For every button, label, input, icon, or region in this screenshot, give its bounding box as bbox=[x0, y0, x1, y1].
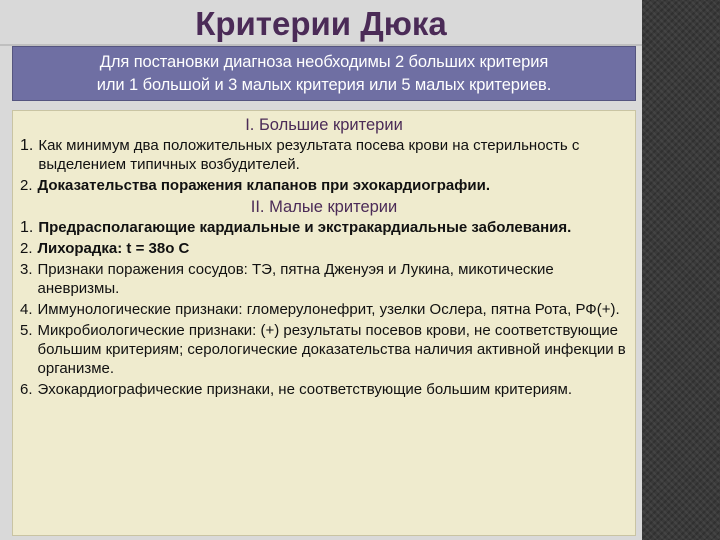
list-number: 1. bbox=[20, 137, 34, 154]
slide-title: Критерии Дюка bbox=[195, 5, 447, 42]
major-criterion-1 bbox=[13, 136, 635, 174]
list-item-text: Признаки поражения сосудов: ТЭ, пятна Дженуэя и Лукина, микотические аневризмы. bbox=[37, 261, 554, 297]
list-number: 1. bbox=[20, 219, 34, 236]
list-number: 5. bbox=[20, 322, 33, 339]
minor-criterion-4 bbox=[13, 300, 635, 319]
list-item-text: Лихорадка: t = 38о С bbox=[37, 240, 190, 257]
minor-criterion-1 bbox=[13, 218, 635, 237]
decorative-side-panel bbox=[642, 0, 720, 540]
minor-criterion-6 bbox=[13, 380, 635, 399]
minor-criterion-5 bbox=[13, 321, 635, 378]
list-number: 6. bbox=[20, 381, 33, 398]
list-number: 2. bbox=[20, 177, 33, 194]
list-item-text: Эхокардиографические признаки, не соответствующие большим критериям. bbox=[37, 381, 573, 398]
subtitle-line-1: Для постановки диагноза необходимы 2 больших критерия bbox=[99, 53, 549, 71]
major-criteria-heading: I. Большие критерии bbox=[245, 116, 403, 134]
subtitle-box bbox=[12, 46, 636, 101]
list-item-text: Иммунологические признаки: гломерулонефрит, узелки Ослера, пятна Рота, РФ(+). bbox=[37, 301, 620, 318]
minor-criteria-heading: II. Малые критерии bbox=[250, 198, 398, 216]
minor-criterion-2 bbox=[13, 239, 635, 258]
subtitle-line-2: или 1 большой и 3 малых критерия или 5 малых критериев. bbox=[96, 76, 552, 94]
list-number: 3. bbox=[20, 261, 33, 278]
major-criterion-2 bbox=[13, 176, 635, 195]
minor-criterion-3 bbox=[13, 260, 635, 298]
list-number: 2. bbox=[20, 240, 33, 257]
list-number: 4. bbox=[20, 301, 33, 318]
list-item-text: Предрасполагающие кардиальные и экстракардиальные заболевания. bbox=[38, 219, 572, 236]
list-item-text: Доказательства поражения клапанов при эхокардиографии. bbox=[37, 177, 490, 194]
list-item-text: Как минимум два положительных результата посева крови на стерильность с выделением типичных возбудителей. bbox=[38, 137, 580, 173]
list-item-text: Микробиологические признаки: (+) результаты посевов крови, не соответствующие большим критериям; серологические доказательства наличия активной инфекции в организме. bbox=[37, 322, 626, 377]
criteria-content-box bbox=[12, 110, 636, 536]
